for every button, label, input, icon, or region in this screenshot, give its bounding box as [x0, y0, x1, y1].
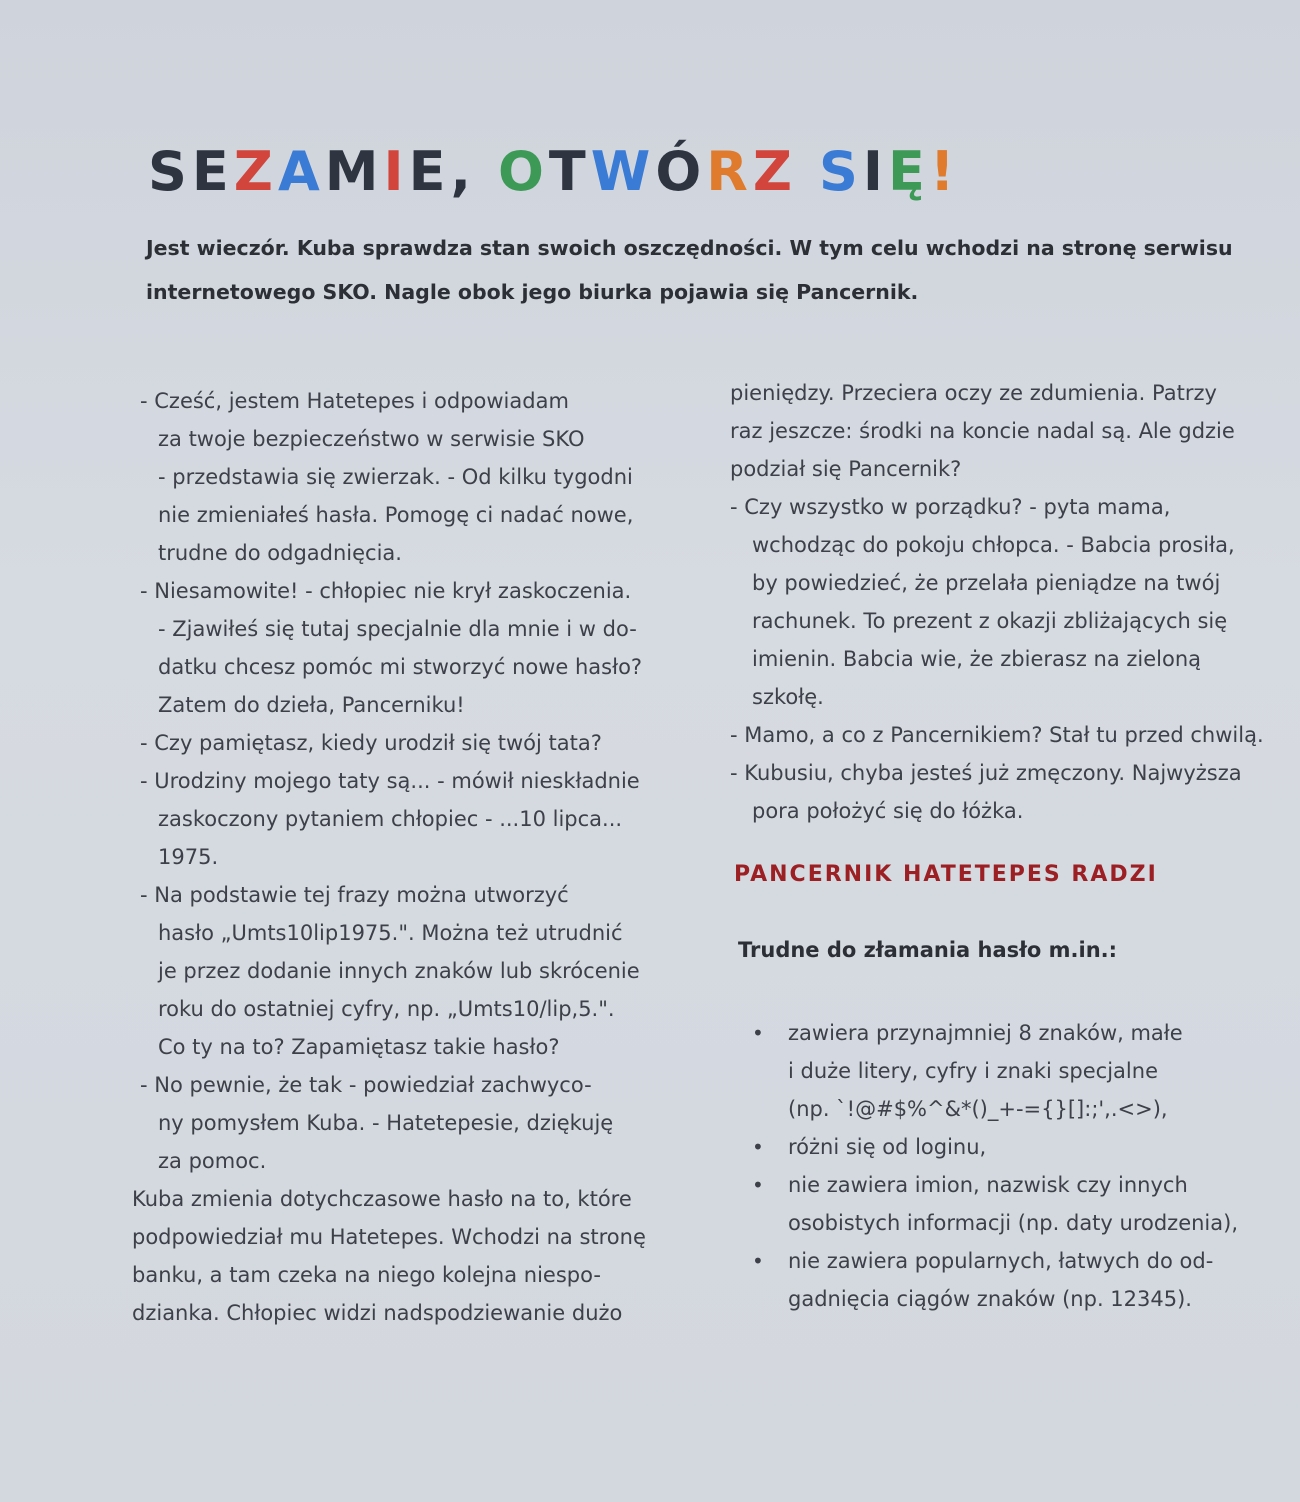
story-line: ny pomysłem Kuba. - Hatetepesie, dziękuję	[158, 1111, 614, 1135]
story-line: nie zmieniałeś hasła. Pomogę ci nadać nowe,	[158, 503, 634, 527]
advice-subheading: Trudne do złamania hasło m.in.:	[738, 938, 1118, 962]
bullet-icon: •	[752, 1249, 764, 1273]
title-letter: Z	[233, 140, 278, 203]
story-line: - Urodziny mojego taty są... - mówił nieskładnie	[140, 769, 640, 793]
advice-item	[752, 1014, 1272, 1128]
advice-heading: PANCERNIK HATETEPES RADZI	[734, 862, 1158, 887]
story-line: za twoje bezpieczeństwo w serwisie SKO	[158, 427, 585, 451]
intro-line: Jest wieczór. Kuba sprawdza stan swoich oszczędności. W tym celu wchodzi na stronę serwisu	[146, 236, 1233, 260]
story-line: rachunek. To prezent z okazji zbliżających się	[752, 609, 1228, 633]
story-line: wchodząc do pokoju chłopca. - Babcia prosiła,	[752, 533, 1235, 557]
title-letter: W	[590, 140, 656, 203]
story-line: - Niesamowite! - chłopiec nie krył zaskoczenia.	[140, 579, 632, 603]
story-line: - Na podstawie tej frazy można utworzyć	[140, 883, 569, 907]
story-line: - przedstawia się zwierzak. - Od kilku tygodni	[158, 465, 633, 489]
story-line: Co ty na to? Zapamiętasz takie hasło?	[158, 1035, 560, 1059]
story-line: roku do ostatniej cyfry, np. „Umts10/lip,5.".	[158, 997, 615, 1021]
intro-paragraph	[146, 226, 1256, 314]
story-line: zaskoczony pytaniem chłopiec - ...10 lipca...	[158, 807, 623, 831]
story-line: datku chcesz pomóc mi stworzyć nowe hasło?	[158, 655, 643, 679]
title-letter: Ó	[655, 140, 707, 203]
story-line: banku, a tam czeka na niego kolejna niespo-	[132, 1263, 601, 1287]
advice-item	[752, 1128, 1272, 1166]
title-letter: Z	[752, 140, 797, 203]
title-letter: R	[706, 140, 753, 203]
title-letter: E	[408, 140, 451, 203]
title-letter: A	[277, 140, 325, 203]
story-line: trudne do odgadnięcia.	[158, 541, 402, 565]
title-letter: S	[818, 140, 863, 203]
title-letter: E	[191, 140, 234, 203]
story-line: by powiedzieć, że przelała pieniądze na twój	[752, 571, 1221, 595]
story-line: Kuba zmienia dotychczasowe hasło na to, które	[132, 1187, 632, 1211]
story-line: podpowiedział mu Hatetepes. Wchodzi na stronę	[132, 1225, 646, 1249]
story-line: imienin. Babcia wie, że zbierasz na zieloną	[752, 647, 1202, 671]
advice-item-line: zawiera przynajmniej 8 znaków, małe	[788, 1021, 1183, 1045]
story-line: raz jeszcze: środki na koncie nadal są. Ale gdzie	[730, 419, 1235, 443]
title-letter: ,	[450, 140, 476, 203]
story-line: pora położyć się do łóżka.	[752, 799, 1024, 823]
advice-item-line: nie zawiera popularnych, łatwych do od-	[788, 1249, 1214, 1273]
story-line: je przez dodanie innych znaków lub skrócenie	[158, 959, 640, 983]
story-line: za pomoc.	[158, 1149, 267, 1173]
advice-item-line: i duże litery, cyfry i znaki specjalne	[788, 1059, 1158, 1083]
title-letter: M	[324, 140, 384, 203]
story-line: - Kubusiu, chyba jesteś już zmęczony. Najwyższa	[730, 761, 1242, 785]
advice-item	[752, 1242, 1272, 1318]
story-line: dzianka. Chłopiec widzi nadspodziewanie dużo	[132, 1301, 623, 1325]
bullet-icon: •	[752, 1021, 764, 1045]
title-letter: I	[383, 140, 409, 203]
advice-item-line: osobistych informacji (np. daty urodzenia),	[788, 1211, 1239, 1235]
story-line: pieniędzy. Przeciera oczy ze zdumienia. Patrzy	[730, 381, 1217, 405]
story-line: Zatem do dzieła, Pancerniku!	[158, 693, 465, 717]
story-line: - Czy wszystko w porządku? - pyta mama,	[730, 495, 1171, 519]
story-right-column	[730, 374, 1270, 830]
intro-line: internetowego SKO. Nagle obok jego biurka pojawia się Pancernik.	[146, 280, 919, 304]
title-letter: I	[862, 140, 888, 203]
advice-item-line: (np. `!@#$%^&*()_+-={}[]:;',.<>),	[788, 1097, 1168, 1121]
advice-item-line: różni się od loginu,	[788, 1135, 987, 1159]
advice-item	[752, 1166, 1272, 1242]
bullet-icon: •	[752, 1135, 764, 1159]
advice-item-line: nie zawiera imion, nazwisk czy innych	[788, 1173, 1188, 1197]
story-line: - Zjawiłeś się tutaj specjalnie dla mnie i w do-	[158, 617, 637, 641]
title-letter: S	[148, 140, 192, 203]
title-letter: O	[498, 140, 549, 203]
title-letter: T	[548, 140, 591, 203]
title-letter: !	[929, 140, 960, 203]
story-left-column	[132, 382, 712, 1332]
page-title	[148, 132, 960, 212]
story-line: hasło „Umts10lip1975.". Można też utrudnić	[158, 921, 623, 945]
story-line: szkołę.	[752, 685, 824, 709]
story-line: podział się Pancernik?	[730, 457, 962, 481]
bullet-icon: •	[752, 1173, 764, 1197]
story-line: 1975.	[158, 845, 219, 869]
title-letter: Ę	[887, 140, 930, 203]
story-line: - Czy pamiętasz, kiedy urodził się twój tata?	[140, 731, 602, 755]
advice-list	[752, 1014, 1272, 1318]
story-line: - Mamo, a co z Pancernikiem? Stał tu przed chwilą.	[730, 723, 1264, 747]
story-line: - Cześć, jestem Hatetepes i odpowiadam	[140, 389, 569, 413]
advice-item-line: gadnięcia ciągów znaków (np. 12345).	[788, 1287, 1192, 1311]
story-line: - No pewnie, że tak - powiedział zachwyco-	[140, 1073, 592, 1097]
